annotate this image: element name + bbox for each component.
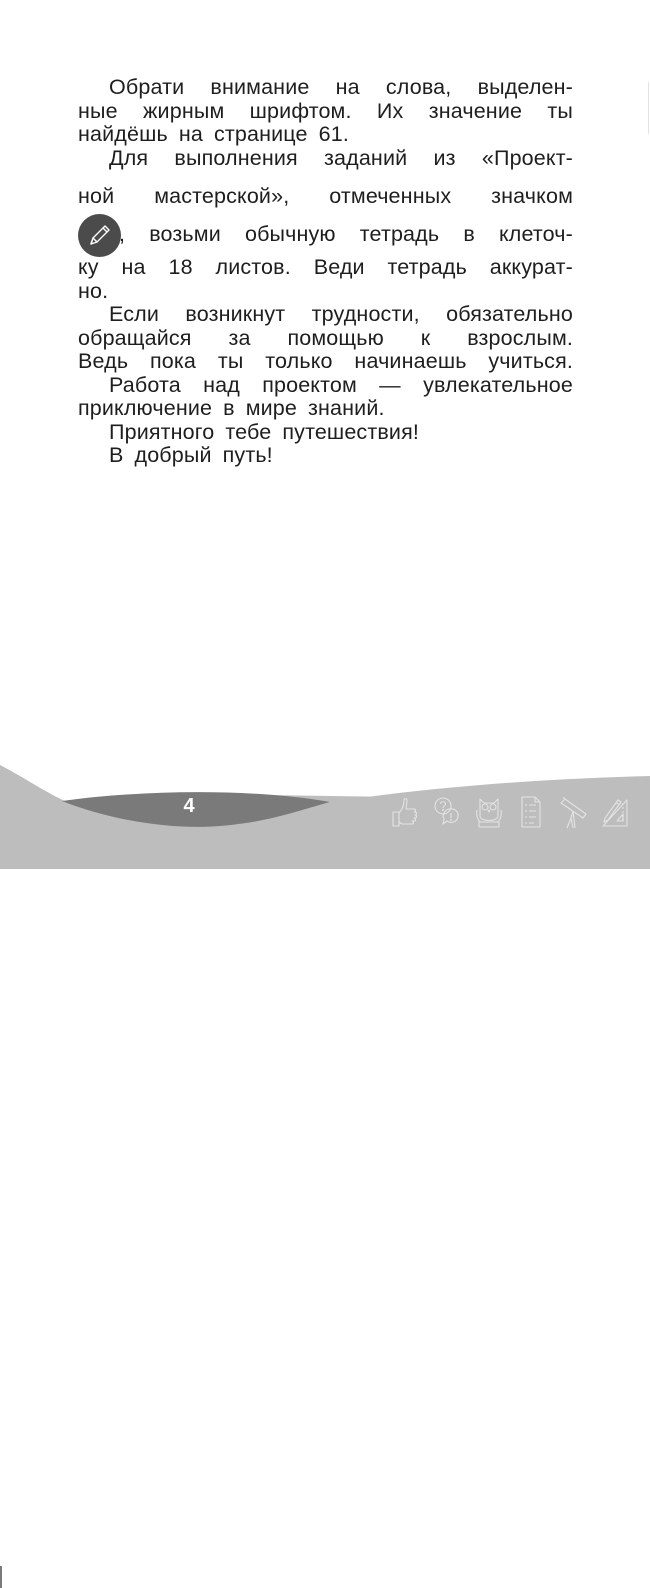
thumbs-up-icon — [390, 794, 420, 830]
icon-with-comma — [78, 214, 125, 257]
word: за — [228, 325, 251, 350]
word: внимание — [210, 75, 310, 99]
text-line — [78, 303, 573, 327]
text-line — [78, 256, 573, 280]
word: учиться. — [488, 349, 573, 373]
word: Их — [376, 98, 404, 123]
word: Обрати — [109, 75, 185, 99]
word: на — [121, 255, 146, 279]
word: помощью — [287, 325, 384, 350]
text-line — [78, 123, 573, 147]
word: мире — [245, 396, 297, 420]
word: пока — [149, 349, 197, 373]
word: обычную — [244, 222, 336, 247]
word: на — [335, 75, 360, 99]
word: 18 — [168, 255, 193, 279]
word: Работа — [109, 372, 181, 397]
word: клеточ- — [498, 222, 573, 247]
word: возьми — [149, 222, 221, 247]
word: путешествия! — [282, 419, 419, 444]
word: листов. — [215, 255, 291, 279]
word: Приятного — [109, 419, 215, 444]
word: аккурат- — [489, 255, 573, 279]
question-speech-icon — [432, 794, 462, 830]
text-line — [78, 216, 573, 254]
word: странице — [213, 122, 308, 146]
word: обязательно — [446, 302, 573, 326]
word: найдёшь — [78, 122, 168, 146]
word: ные — [78, 98, 118, 123]
text-line — [78, 76, 573, 100]
word: выделен- — [477, 75, 573, 99]
word: путь! — [222, 443, 273, 467]
word: возникнут — [185, 302, 286, 326]
word: приключение — [78, 396, 213, 420]
word: «Проект- — [481, 145, 573, 170]
text-line — [78, 327, 573, 351]
intro-text — [78, 76, 573, 468]
footer-icon-row — [390, 792, 630, 832]
word: слова, — [385, 75, 452, 99]
word: выполнения — [174, 145, 298, 170]
text-line — [78, 350, 573, 374]
text-line — [78, 147, 573, 185]
word: к — [420, 325, 431, 350]
word: Ведь — [78, 349, 129, 373]
owl-icon — [474, 794, 504, 830]
word: значком — [491, 183, 573, 208]
text-line — [78, 100, 573, 124]
word: Если — [109, 302, 160, 326]
word: тебе — [225, 419, 272, 444]
word: , — [119, 222, 126, 247]
word: но. — [78, 278, 109, 303]
word: проектом — [262, 372, 357, 397]
word: Веди — [313, 255, 365, 279]
word: — — [379, 372, 401, 397]
word: обращайся — [78, 325, 192, 350]
checklist-document-icon — [516, 794, 546, 830]
word: жирным — [143, 98, 225, 123]
word: тетрадь — [359, 222, 440, 247]
text-line — [78, 444, 573, 468]
word: мастерской», — [154, 183, 290, 208]
word: отмеченных — [329, 183, 452, 208]
word: трудности, — [311, 302, 420, 326]
page-number: 4 — [183, 795, 195, 817]
word: в — [463, 222, 475, 247]
word: значение — [428, 98, 523, 123]
word: В — [109, 443, 124, 467]
word: ку — [78, 255, 99, 279]
word: Для — [109, 145, 149, 170]
telescope-icon — [558, 794, 588, 830]
word: взрослым. — [467, 325, 573, 350]
word: знаний. — [308, 396, 385, 420]
word: ной — [78, 183, 115, 208]
text-line — [78, 280, 573, 304]
page-footer — [0, 760, 650, 869]
pencil-icon — [78, 214, 121, 257]
word: ты — [547, 98, 573, 123]
page-edge-marker — [0, 1566, 2, 1588]
text-line — [78, 185, 573, 209]
word: только — [265, 349, 333, 373]
word: добрый — [134, 443, 212, 467]
text-line — [78, 421, 573, 445]
word: из — [433, 145, 456, 170]
ruler-triangle-pencil-icon — [600, 794, 630, 830]
word: начинаешь — [354, 349, 467, 373]
word: тетрадь — [387, 255, 467, 279]
word: на — [178, 122, 203, 146]
word: 61. — [318, 122, 349, 146]
word: увлекательное — [423, 372, 573, 397]
word: над — [203, 372, 240, 397]
text-line — [78, 374, 573, 398]
word: ты — [217, 349, 244, 373]
page-edge-rule — [648, 82, 649, 134]
word: в — [223, 396, 235, 420]
text-line — [78, 397, 573, 421]
word: заданий — [324, 145, 408, 170]
word: шрифтом. — [249, 98, 352, 123]
